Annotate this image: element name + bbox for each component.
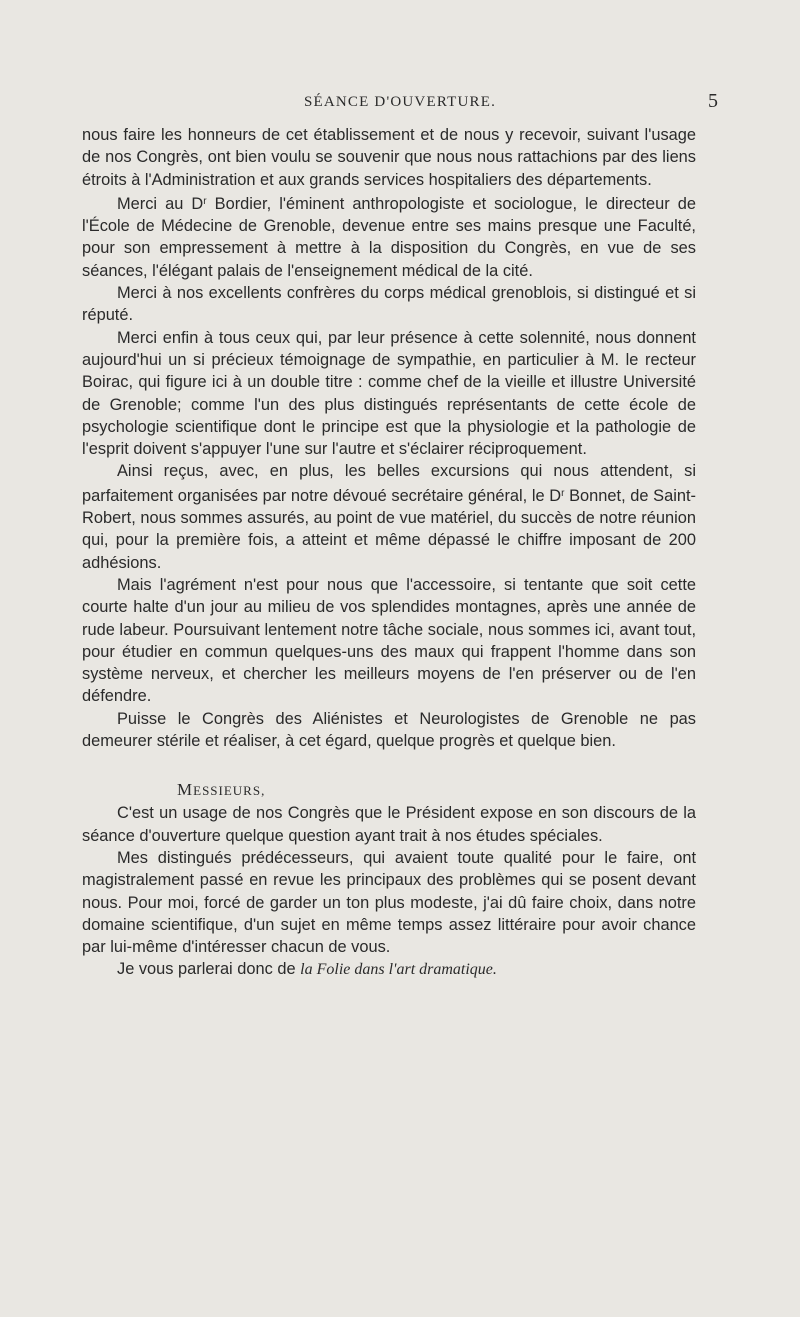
paragraph-6: Mais l'agrément n'est pour nous que l'accessoire, si tentante que soit cette courte halte d'un jour au milieu de vos splendides montagnes, après une année de rude labeur. Poursuivant lentement notre tâche sociale, nous sommes ici, avant tout, pour étudier en commun quelques-uns des maux qui frappent l'homme dans son système nerveux, et chercher les meilleurs moyens de l'en préserver ou de l'en défendre. <box>82 575 696 706</box>
paragraph-5-text-2: Bonnet, de Saint-Robert, nous sommes assurés, au point de vue matériel, du succès de notre réunion qui, pour la première fois, a atteint et même dépassé le chiffre imposant de 200 adhésions. <box>82 486 696 572</box>
italic-title: la Folie dans l'art dramatique. <box>300 961 497 979</box>
paragraph-10 <box>82 958 696 981</box>
paragraph-4: Merci enfin à tous ceux qui, par leur présence à cette solennité, nous donnent aujourd'hui un si précieux témoignage de sympathie, en particulier à M. le recteur Boirac, qui figure ici à un double titre : comme chef de la vieille et illustre Université de Grenoble; comme l'un des plus distingués représentants de cette école de psychologie scientifique dont le principe est que la physiologie et la pathologie de l'esprit doivent s'appuyer l'une sur l'autre et s'éclairer réciproquement. <box>82 328 696 459</box>
paragraph-8: C'est un usage de nos Congrès que le Président expose en son discours de la séance d'ouverture quelque question ayant trait à nos études spéciales. <box>82 804 696 845</box>
paragraph-10-text: Je vous parlerai donc de <box>117 960 296 979</box>
doctor-sup: r <box>203 195 207 207</box>
running-title: SÉANCE D'OUVERTURE. <box>303 94 497 110</box>
doctor-sup-2: r <box>561 487 565 499</box>
page-header <box>82 92 718 116</box>
paragraph-1: nous faire les honneurs de cet établissement et de nous y recevoir, suivant l'usage de nos Congrès, ont bien voulu se souvenir que nous nous rattachions par des liens étroits à l'Administration et aux grands services hospitaliers des départements. <box>82 126 696 189</box>
page-number: 5 <box>708 90 718 112</box>
paragraph-9: Mes distingués prédécesseurs, qui avaient toute qualité pour le faire, ont magistralement passé en revue les principaux des problèmes qui se posent devant nous. Pour moi, forcé de garder un ton plus modeste, j'ai dû faire choix, dans notre domaine scientifique, d'un sujet en même temps assez littéraire pour avoir chance par lui-même d'intéresser chacun de vous. <box>82 848 696 957</box>
section-heading: MESSIEURS, <box>177 780 266 800</box>
body-text <box>82 124 696 982</box>
paragraph-3: Merci à nos excellents confrères du corps médical grenoblois, si distingué et si réputé. <box>82 284 696 325</box>
doctor-abbrev: D <box>191 194 204 213</box>
doctor-abbrev-2: D <box>549 486 562 505</box>
paragraph-5-text: Ainsi reçus, avec, en plus, les belles excursions qui nous attendent, si parfaitement organisées par notre dévoué secrétaire général, le <box>82 462 696 505</box>
paragraph-2 <box>82 191 696 282</box>
paragraph-5 <box>82 460 696 573</box>
paragraph-7: Puisse le Congrès des Aliénistes et Neurologistes de Grenoble ne pas demeurer stérile et réaliser, à cet égard, quelque progrès et quelque bien. <box>82 709 696 751</box>
merci-au: Merci au <box>117 194 184 213</box>
paragraph-2-text: Bordier, l'éminent anthropologiste et sociologue, le directeur de l'École de Médecine de Grenoble, devenue entre ses mains presque une Faculté, pour son empressement à mettre à la disposition du Congrès, en vue de ses séances, l'élégant palais de l'enseignement médical de la cité. <box>82 194 696 280</box>
